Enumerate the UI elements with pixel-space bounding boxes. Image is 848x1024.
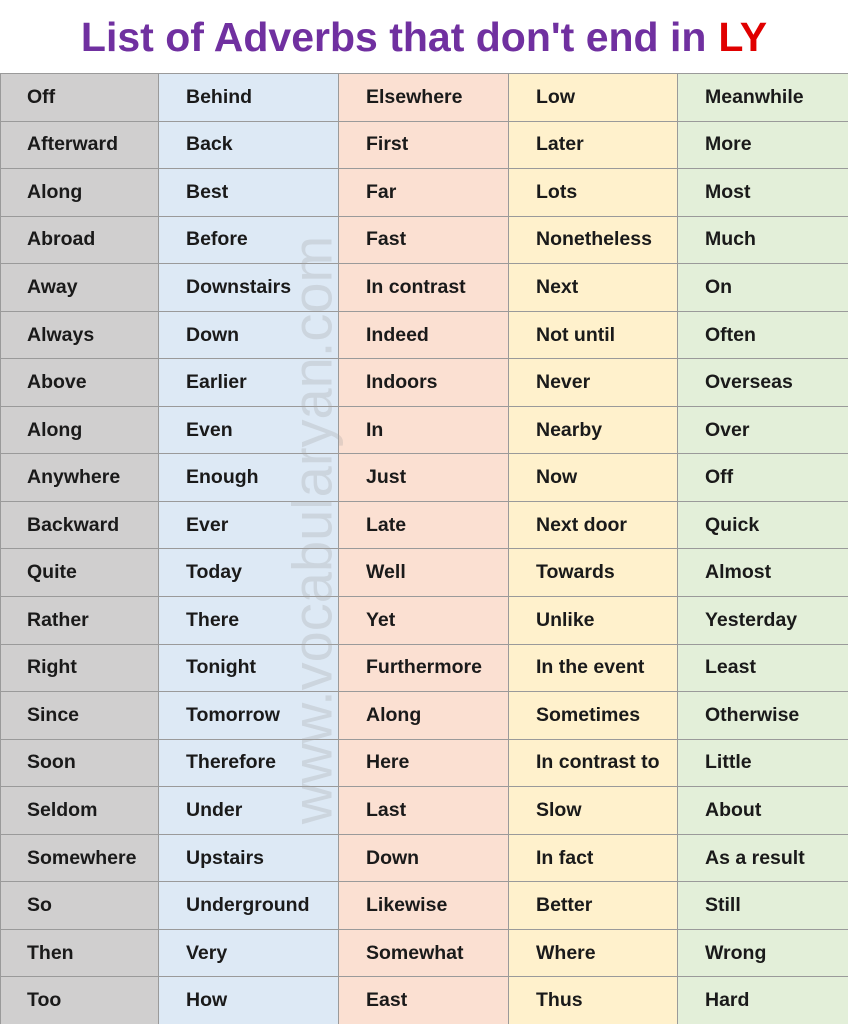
table-cell: Off [1, 73, 158, 121]
table-cell: Too [1, 976, 158, 1024]
table-cell: Much [678, 216, 848, 264]
table-cell: Soon [1, 739, 158, 787]
table-column [0, 73, 159, 1024]
table-cell: Therefore [159, 739, 338, 787]
table-cell: Seldom [1, 786, 158, 834]
table-cell: Quick [678, 501, 848, 549]
watermark: www.vocabularyan.com [280, 235, 344, 825]
table-cell: Earlier [159, 358, 338, 406]
table-cell: Later [509, 121, 677, 169]
table-cell: Wrong [678, 929, 848, 977]
table-cell: Likewise [339, 881, 508, 929]
table-cell: Along [1, 406, 158, 454]
table-cell: Still [678, 881, 848, 929]
table-cell: Right [1, 644, 158, 692]
table-cell: Little [678, 739, 848, 787]
table-cell: Best [159, 168, 338, 216]
table-cell: Nearby [509, 406, 677, 454]
table-cell: Furthermore [339, 644, 508, 692]
table-cell: Somewhere [1, 834, 158, 882]
table-cell: Towards [509, 548, 677, 596]
table-cell: Lots [509, 168, 677, 216]
table-cell: Hard [678, 976, 848, 1024]
table-cell: Fast [339, 216, 508, 264]
table-column [159, 73, 339, 1024]
table-cell: Just [339, 453, 508, 501]
table-cell: Always [1, 311, 158, 359]
table-cell: Down [159, 311, 338, 359]
table-cell: Off [678, 453, 848, 501]
table-cell: Meanwhile [678, 73, 848, 121]
table-cell: On [678, 263, 848, 311]
title-text: List of Adverbs that don't end in [80, 13, 707, 60]
table-column [678, 73, 848, 1024]
table-cell: Here [339, 739, 508, 787]
table-cell: Well [339, 548, 508, 596]
table-cell: Afterward [1, 121, 158, 169]
table-cell: Slow [509, 786, 677, 834]
table-cell: Next door [509, 501, 677, 549]
table-cell: Least [678, 644, 848, 692]
table-cell: Over [678, 406, 848, 454]
table-cell: Before [159, 216, 338, 264]
table-cell: How [159, 976, 338, 1024]
table-cell: In fact [509, 834, 677, 882]
table-cell: Late [339, 501, 508, 549]
table-cell: Yesterday [678, 596, 848, 644]
table-cell: Tonight [159, 644, 338, 692]
table-column [509, 73, 678, 1024]
table-cell: Low [509, 73, 677, 121]
table-column [339, 73, 509, 1024]
table-cell: In contrast to [509, 739, 677, 787]
table-cell: Sometimes [509, 691, 677, 739]
table-cell: Along [339, 691, 508, 739]
table-cell: Thus [509, 976, 677, 1024]
table-cell: Down [339, 834, 508, 882]
table-cell: Unlike [509, 596, 677, 644]
table-cell: Enough [159, 453, 338, 501]
table-cell: As a result [678, 834, 848, 882]
table-cell: Away [1, 263, 158, 311]
table-cell: Now [509, 453, 677, 501]
table-cell: Downstairs [159, 263, 338, 311]
table-cell: Back [159, 121, 338, 169]
page-title [0, 0, 848, 74]
table-cell: Often [678, 311, 848, 359]
table-cell: Ever [159, 501, 338, 549]
table-cell: Better [509, 881, 677, 929]
table-cell: Even [159, 406, 338, 454]
table-cell: So [1, 881, 158, 929]
table-cell: Backward [1, 501, 158, 549]
table-cell: Otherwise [678, 691, 848, 739]
table-cell: Indoors [339, 358, 508, 406]
table-cell: In [339, 406, 508, 454]
table-cell: Somewhat [339, 929, 508, 977]
table-cell: Very [159, 929, 338, 977]
table-cell: Overseas [678, 358, 848, 406]
table-cell: Last [339, 786, 508, 834]
table-cell: Under [159, 786, 338, 834]
table-cell: About [678, 786, 848, 834]
table-cell: There [159, 596, 338, 644]
table-cell: In the event [509, 644, 677, 692]
table-cell: Above [1, 358, 158, 406]
table-cell: Tomorrow [159, 691, 338, 739]
table-cell: Abroad [1, 216, 158, 264]
table-cell: Behind [159, 73, 338, 121]
table-cell: Along [1, 168, 158, 216]
table-cell: Nonetheless [509, 216, 677, 264]
table-cell: Not until [509, 311, 677, 359]
table-cell: Since [1, 691, 158, 739]
table-cell: Yet [339, 596, 508, 644]
table-cell: Almost [678, 548, 848, 596]
title-accent: LY [718, 13, 768, 60]
table-cell: Where [509, 929, 677, 977]
table-cell: Elsewhere [339, 73, 508, 121]
table-cell: Upstairs [159, 834, 338, 882]
table-cell: East [339, 976, 508, 1024]
table-cell: In contrast [339, 263, 508, 311]
adverb-table [0, 73, 848, 1024]
table-cell: Indeed [339, 311, 508, 359]
table-cell: Rather [1, 596, 158, 644]
table-cell: Underground [159, 881, 338, 929]
table-cell: Most [678, 168, 848, 216]
table-cell: Never [509, 358, 677, 406]
table-cell: Today [159, 548, 338, 596]
table-cell: Quite [1, 548, 158, 596]
table-cell: More [678, 121, 848, 169]
table-cell: Far [339, 168, 508, 216]
table-cell: Then [1, 929, 158, 977]
table-cell: Anywhere [1, 453, 158, 501]
table-cell: First [339, 121, 508, 169]
table-cell: Next [509, 263, 677, 311]
